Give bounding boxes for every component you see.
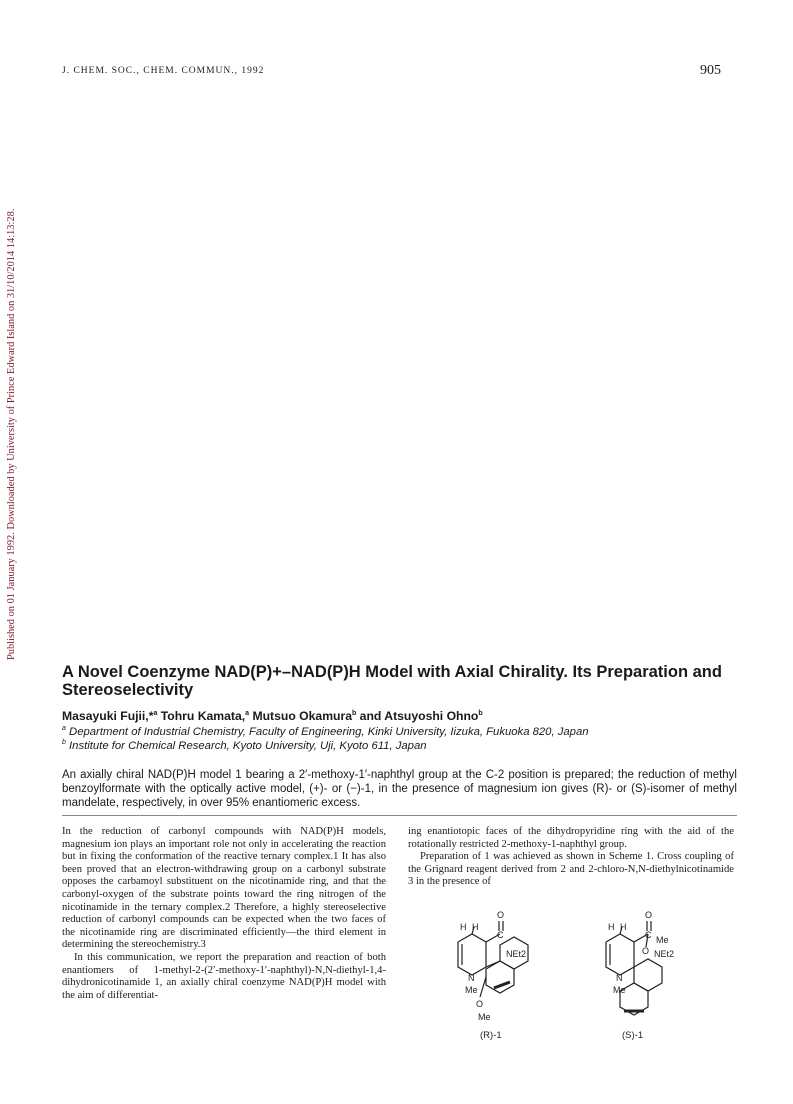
atom-me: Me <box>656 935 669 945</box>
atom-h: H <box>608 922 615 932</box>
atom-c: C <box>497 930 504 940</box>
affiliation-a <box>62 726 589 738</box>
atom-n: N <box>616 973 623 983</box>
affiliation-marker: b <box>478 710 483 717</box>
atom-me: Me <box>613 985 626 995</box>
affiliation-marker: b <box>352 710 357 717</box>
section-divider <box>62 815 737 816</box>
body-paragraph: Preparation of 1 was achieved as shown in Scheme 1. Cross coupling of the Grignard reagent derived from 2 and 2-chloro-N,N-diethylnicotinamide 3 in the presence of <box>408 851 734 888</box>
compound-label-s: (S)-1 <box>622 1030 644 1041</box>
atom-net2: NEt2 <box>654 949 675 959</box>
author-name: Tohru Kamata, <box>157 709 246 723</box>
affiliation-marker: b <box>62 739 66 746</box>
structure-r-1-labels <box>460 910 526 1041</box>
body-paragraph: ing enantiotopic faces of the dihydropyridine ring with the aid of the rotationally restricted 2-methoxy-1-naphthyl group. <box>408 826 734 850</box>
author-name: Masayuki Fujii,* <box>62 709 154 723</box>
body-paragraph: In this communication, we report the preparation and reaction of both enantiomers of 1-methyl-2-(2′-methoxy-1′-naphthyl)-N,N-diethyl-1,4-dihydronicotinamide 1, an axially chiral coenzyme NAD(P)H model with the aim of differentiat- <box>62 951 386 1001</box>
affiliation-b <box>62 740 427 752</box>
body-column-right <box>408 826 734 889</box>
affiliation-marker: a <box>245 710 250 717</box>
atom-h: H <box>472 922 479 932</box>
affiliation-marker: a <box>153 710 158 717</box>
body-paragraph: In the reduction of carbonyl compounds with NAD(P)H models, magnesium ion plays an important role not only in accelerating the reaction but in fixing the conformation of the reactive ternary complex.1 It has also been proved that an electron-withdrawing group on a carbonyl substrate opposes the carbamoyl substituent on the nicotinamide ring, and that the carbonyl-oxygen of the substrate points toward the ring nitrogen of the nicotinamide in the ternary complex.2 Therefore, a highly stereoselective reduction of carbonyl compounds can be expected when the two faces of the nicotinamide ring are discriminated efficiently—the third element in determining the stereochemistry.3 <box>62 826 386 951</box>
affiliation-text: Institute for Chemical Research, Kyoto University, Uji, Kyoto 611, Japan <box>65 740 427 752</box>
article-title: A Novel Coenzyme NAD(P)+–NAD(P)H Model with Axial Chirality. Its Preparation and Stereoselectivity <box>62 663 722 699</box>
affiliation-text: Department of Industrial Chemistry, Faculty of Engineering, Kinki University, Iizuka, Fukuoka 820, Japan <box>65 726 589 738</box>
author-name: and Atsuyoshi Ohno <box>356 709 479 723</box>
compound-label-r: (R)-1 <box>480 1030 502 1041</box>
download-notice-text: Published on 01 January 1992. Downloaded by University of Prince Edward Island on 31/10/2014 14:13:28. <box>6 208 17 660</box>
author-name: Mutsuo Okamura <box>249 709 352 723</box>
atom-net2: NEt2 <box>506 949 527 959</box>
atom-n: N <box>468 973 475 983</box>
page-number: 905 <box>700 63 721 78</box>
structure-s-1 <box>606 921 662 1015</box>
body-column-left <box>62 826 386 1002</box>
abstract: An axially chiral NAD(P)H model 1 bearing a 2′-methoxy-1′-naphthyl group at the C-2 position is prepared; the reduction of methyl benzoylformate with the optically active model, (+)- or (−)-1, in the presence of magnesium ion gives (R)- or (S)-isomer of methyl mandelate, respectively, in over 95% enantiomeric excess. <box>62 769 737 809</box>
atom-o: O <box>642 946 650 956</box>
atom-o: O <box>476 999 484 1009</box>
atom-me: Me <box>478 1012 491 1022</box>
atom-me: Me <box>465 985 478 995</box>
author-list <box>62 709 483 723</box>
atom-h: H <box>460 922 467 932</box>
atom-c: C <box>645 930 652 940</box>
running-head: J. CHEM. SOC., CHEM. COMMUN., 1992 <box>62 66 265 76</box>
atom-o: O <box>497 910 505 920</box>
atom-o: O <box>645 910 653 920</box>
affiliation-marker: a <box>62 725 66 732</box>
download-notice <box>2 190 22 660</box>
atom-h: H <box>620 922 627 932</box>
structure-s-1-labels <box>608 910 674 1041</box>
scheme-structures <box>450 887 720 1045</box>
